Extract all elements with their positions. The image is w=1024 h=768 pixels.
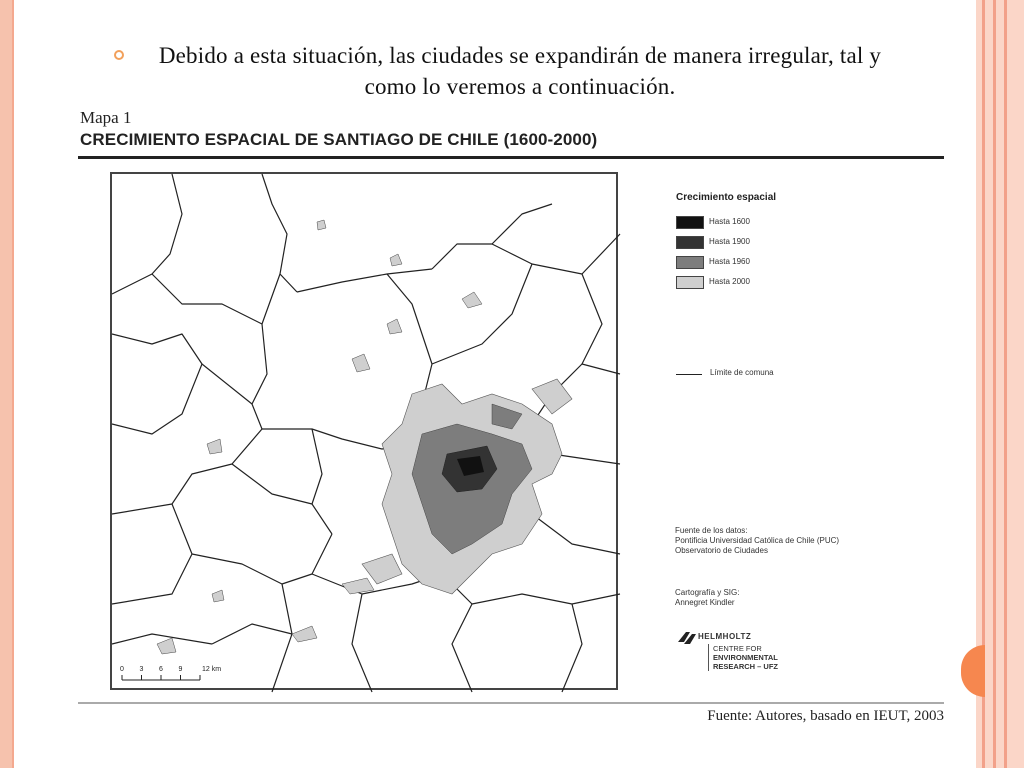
institution-details	[708, 644, 778, 671]
source-rule	[78, 702, 944, 704]
bullet-text: Debido a esta situación, las ciudades se expandirán de manera irregular, tal y como lo veremos a continuación.	[158, 43, 882, 99]
map-label: Mapa 1	[80, 108, 132, 127]
legend-label: Hasta 1960	[709, 257, 750, 266]
scale-tick-label: 9	[178, 666, 183, 673]
institution-line: CENTRE FOR	[713, 644, 762, 653]
legend-swatch	[676, 256, 704, 269]
legend-swatch	[676, 216, 704, 229]
commune-map	[112, 174, 620, 692]
legend-swatch	[676, 236, 704, 249]
legend-swatch	[676, 276, 704, 289]
scale-tick-label: 3	[139, 666, 144, 673]
cartography-name: Annegret Kindler	[675, 598, 735, 607]
map-title: CRECIMIENTO ESPACIAL DE SANTIAGO DE CHILE (1600-2000)	[80, 130, 598, 149]
scale-tick-label: 0	[120, 666, 124, 673]
institution-line: RESEARCH – UFZ	[713, 662, 779, 671]
data-source-line: Observatorio de Ciudades	[675, 546, 768, 555]
title-rule	[78, 156, 944, 159]
legend-title: Crecimiento espacial	[676, 192, 777, 203]
slide-frame-left-line	[12, 0, 14, 768]
map-canvas	[110, 172, 618, 690]
scale-tick-label: 12 km	[202, 666, 222, 673]
legend-boundary-label: Límite de comuna	[710, 368, 774, 377]
scale-tick-label: 6	[159, 666, 163, 673]
institution-line: ENVIRONMENTAL	[713, 653, 778, 662]
data-source-line: Pontificia Universidad Católica de Chile (PUC)	[675, 536, 840, 545]
legend-label: Hasta 2000	[709, 277, 750, 286]
helmholtz-logo-icon	[676, 628, 700, 648]
legend-label: Hasta 1600	[709, 217, 750, 226]
legend-boundary-line	[676, 374, 702, 375]
cartography-credits	[675, 588, 739, 608]
bullet-icon	[114, 50, 124, 60]
map-figure	[78, 102, 946, 732]
institution-name: HELMHOLTZ	[698, 632, 752, 641]
legend-label: Hasta 1900	[709, 237, 750, 246]
data-source-heading: Fuente de los datos:	[675, 526, 748, 535]
slide-accent-tab	[961, 645, 985, 697]
map-scale-bar	[118, 662, 222, 688]
slide-frame-left	[0, 0, 12, 768]
data-source-credits	[675, 526, 839, 556]
cartography-heading: Cartografía y SIG:	[675, 588, 740, 597]
map-source: Fuente: Autores, basado en IEUT, 2003	[707, 708, 944, 724]
